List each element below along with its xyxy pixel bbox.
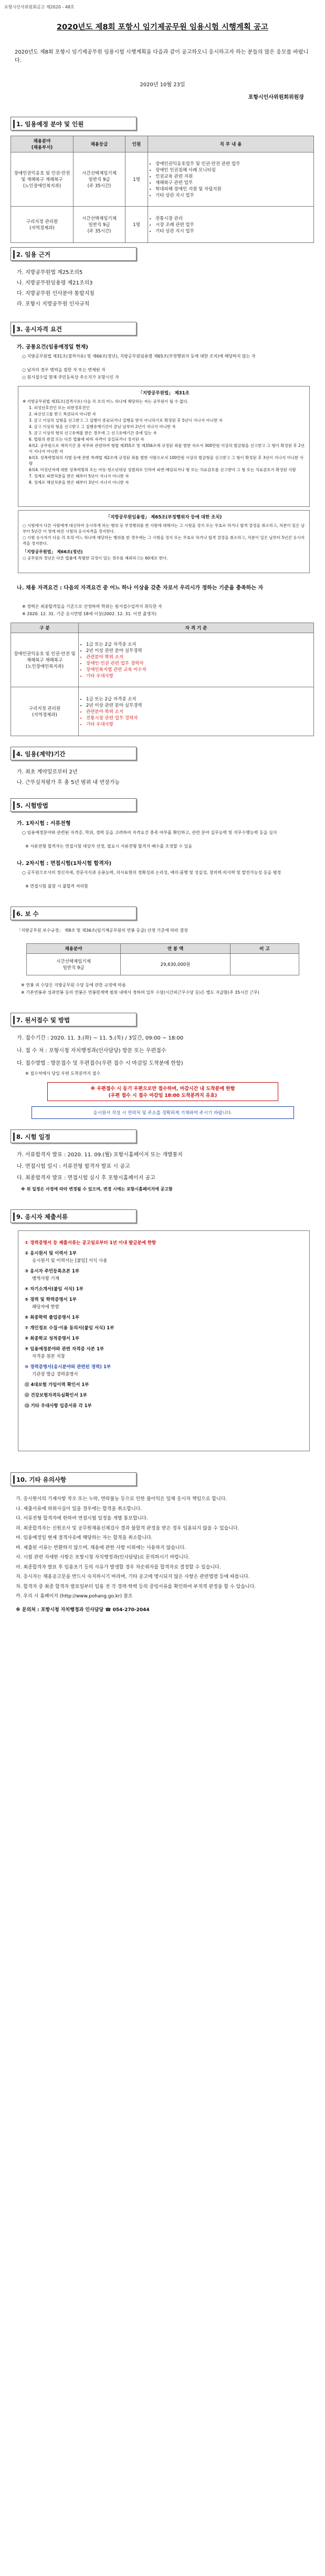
eligibility-note: ※ 2020. 12. 31. 기준 응시연령 18세 이상(2002. 12. 31. 이전 출생자) xyxy=(22,612,156,616)
document-item: ⑨ 임용예정분야와 관련 자격증 사본 1부 xyxy=(25,1347,104,1352)
exam-desc: ○ 임용예정분야와 관련된 자격증, 학위, 경력 등을 고려하여 자격요건 충족 여부를 확인하고, 관련 분야 실무능력 및 직무수행능력 등을 심사 xyxy=(22,830,277,835)
note-item: 라. 최종합격자는 신원조사 및 공무원채용신체검사 결과 불합격 판정을 받은 경우 임용되지 않을 수 있습니다. xyxy=(16,1525,239,1531)
contact-info: ※ 문의처 : 포항시청 자치행정과 인사담당 ☎ 054-270-2044 xyxy=(16,1607,150,1613)
application-office: 나. 접 수 처 : 포항시청 자치행정과(인사담당) 방문 또는 우편접수 xyxy=(17,1048,166,1054)
schedule-line: 나. 면접시험 일시 : 서류전형 합격자 발표 시 공고 xyxy=(17,1164,130,1169)
basis-line: 다. 지방공무원 인사분야 통합지침 xyxy=(17,291,95,297)
announcement-date: 2020년 10월 23일 xyxy=(140,82,185,88)
section-1-heading: 1. 임용예정 분야 및 인원 xyxy=(11,117,137,130)
col-header: 직 무 내 용 xyxy=(148,136,314,152)
disqualification-box: 「지방공무원법」 제31조 ※ 지방공무원법 제31조(결격사유) 다음 각 호의 어느 하나에 해당하는 자는 공무원이 될 수 없다. 1. 피성년후견인 또는 피한정후견인 2. 파산선고를 받고 복권되지 아니한 자 3. 금고 이상의 실형을 선고받고 그 집행이 종료되거나 집행을 받지 아니하기로 확정된 후 5년이 지나지 아니한 자 4. 금고 이상의 형을 선고받고 그 집행유예기간이 끝난 날부터 2년이 지나지 아니한 자 5. 금고 이상의 형의 선고유예를 받은 경우에 그 선고유예기간 중에 있는 자 6. 법원의 판결 또는 다른 법률에 따라 자격이 상실되거나 정지된 자 6의2. 공무원으로 재직기간 중 직무와 관련하여 형법 제355조 및 제356조에 규정된 죄를 범한 자로서 300만원 이상의 벌금형을 선고받고 그 형이 확정된 후 2년이 지나지 아니한 자 6의3. 성폭력범죄의 처벌 등에 관한 특례법 제2조에 규정된 죄를 범한 사람으로서 100만원 이상의 벌금형을 선고받고 그 형이 확정된 후 3년이 지나지 아니한 사람 6의4. 미성년자에 대한 성폭력범죄 또는 아동·청소년대상 성범죄로 인하여 파면·해임되거나 형 또는 치료감호를 선고받아 그 형 또는 치료감호가 확정된 사람 7. 징계로 파면처분을 받은 때부터 5년이 지나지 아니한 자 8. 징계로 해임처분을 받은 때부터 3년이 지나지 아니한 자 xyxy=(18,386,310,507)
document-item: ⑩ 경력증명서(응시분야와 관련된 경력) 1부 xyxy=(25,1365,111,1370)
section-6-heading: 6. 보 수 xyxy=(11,907,137,920)
term-line: 나. 근무실적평가 후 총 5년 범위 내 연장가능 xyxy=(17,780,120,786)
documents-box: ① 경력증명서 등 제출서류는 공고일로부터 1년 이내 발급분에 한함 ② 응시원서 및 이력서 1부 응시원서 및 이력서는 [붙임] 서식 사용 ③ 응시자 주민등록초본 1부 병역사항 기재 ④ 자기소개서(붙임 서식) 1부 ⑤ 경력 및 학력증명서 1부 해당자에 한함 ⑥ 최종학력 졸업증명서 1부 ⑦ 개인정보 수집·이용 동의서(붙임 서식) 1부 ⑧ 최종학교 성적증명서 1부 ⑨ 임용예정분야와 관련 자격증 사본 1부 자격증 원본 지참 ⑩ 경력증명서(응시분야와 관련된 경력) 1부 기관장 발급 경력증명서 ⑪ 4대보험 가입이력 확인서 1부 ⑫ 건강보험자격득실확인서 1부 ⑬ 기타 우대사항 입증서류 각 1부 xyxy=(18,1230,310,1451)
eligibility-requirements: 나. 채용 자격요건 : 다음의 자격요건 중 어느 하나 이상을 갖춘 자로서 우리시가 정하는 기준을 충족하는 자 xyxy=(17,585,264,591)
document-item: ⑬ 기타 우대사항 입증서류 각 1부 xyxy=(25,1403,92,1409)
note-item: 나. 제출서류에 허위사실이 있을 경우에는 합격을 취소합니다. xyxy=(16,1506,142,1512)
note-item: 마. 임용예정일 현재 결격사유에 해당하는 자는 합격을 취소합니다. xyxy=(16,1535,153,1541)
exam-stage-2: 나. 2차시험 : 면접시험(1차시험 합격자) xyxy=(17,861,112,867)
requirement-line: ○ 원서접수일 현재 주민등록상 주소지가 포항시인 자 xyxy=(22,375,119,380)
requirement-line: ○ 남자의 경우 병역을 필한 자 또는 면제된 자 xyxy=(22,368,106,372)
basis-line: 가. 지방공무원법 제25조의5 xyxy=(17,270,83,276)
section-10-heading: 10. 기타 유의사항 xyxy=(11,1472,137,1486)
section-7-heading: 7. 원서접수 및 방법 xyxy=(11,1013,137,1026)
col-header: 연 봉 액 xyxy=(121,944,230,954)
document-item: ⑧ 최종학교 성적증명서 1부 xyxy=(25,1336,80,1341)
table-row: 장애인권익옹호 및 인권·안전 및 재해복구 재해복구 (노인장애인복지과) • 1급 또는 2급 자격증 소지 • 2년 이상 관련 분야 실무경력 • 관련분야 학위 소지 • 장애인·인권 관련 업무 경력자 • 장애인복지법 관련 교육 이수자 • 기타 우대사항 xyxy=(11,633,314,687)
section-2-heading: 2. 임용 근거 xyxy=(11,247,137,261)
basis-line: 나. 지방공무원임용령 제21조의3 xyxy=(17,280,93,286)
table-row: 장애인권익옹호 및 인권·안전 및 재해복구 재해복구 (노인장애인복지과) 시간선택제임기제 일반직 9급 (주 35시간) 1명 • 장애인권익옹호업무 및 인권·안전 관련 업무 • 장애인 인권침해 사례 모니터링 • 인권교육 관련 지원 • 재해복구 관련 업무 • 학대피해 장애인 지원 및 자립지원 • 기타 상관 지시 업무 xyxy=(11,152,314,207)
col-header: 자 격 기 준 xyxy=(79,623,314,633)
document-item: ③ 응시자 주민등록초본 1부 xyxy=(25,1269,80,1274)
section-4-heading: 4. 임용(계약)기간 xyxy=(11,747,137,760)
schedule-line: 가. 서류합격자 발표 : 2020. 11. 09.(월) 포항시홈페이지 또는 개별통지 xyxy=(17,1152,183,1158)
intro-text: 2020년도 제8회 포항시 임기제공무원 임용시험 시행계획을 다음과 같이 공고하오니 응시하고자 하는 분들의 많은 응모를 바랍니다. xyxy=(15,49,309,64)
schedule-line: 다. 최종합격자 발표 : 면접시험 실시 후 포항시홈페이지 공고 xyxy=(17,1175,155,1181)
positions-table xyxy=(11,136,314,243)
exam-desc: ○ 공무원으로서의 정신자세, 전문지식과 응용능력, 의사표현의 정확성과 논리성, 예의·품행 및 성실성, 창의력·의지력 및 발전가능성 등을 평정 xyxy=(22,870,281,875)
requirement-line: ○ 지방공무원법 제31조(결격사유) 및 제66조(정년), 지방공무원임용령 제65조(부정행위자 등에 대한 조치)에 해당하지 않는 자 xyxy=(22,354,256,359)
section-5-heading: 5. 시험방법 xyxy=(11,798,137,812)
document-item: ④ 자기소개서(붙임 서식) 1부 xyxy=(25,1287,83,1292)
table-row: 구리지정 관리원 (지역경제과) • 1급 또는 2급 자격증 소지 • 2년 이상 관련 분야 실무경력 • 관련분야 학위 소지 • 전통시장 관련 업무 경력자 • 기타 우대사항 xyxy=(11,687,314,736)
eligibility-note: ※ 경력은 최종합격일을 기준으로 산정하며 학위는 원서접수일까지 취득한 자 xyxy=(22,604,162,609)
col-header: 채용분야 xyxy=(27,944,121,954)
exam-note: ※ 면접시험 불참 시 불합격 처리함 xyxy=(25,884,88,889)
application-method: 다. 접수방법 : 방문접수 및 우편접수(우편 접수 시 마감일 도착분에 한함) xyxy=(17,1061,183,1066)
qualification-table xyxy=(11,623,314,736)
col-header: 채용분야 (채용부서) xyxy=(11,136,74,152)
exam-note: ※ 서류전형 합격자는 면접시험 대상자 선정, 필요시 서류전형 합격자 배수를 조정할 수 있음 xyxy=(25,844,192,849)
notes-list xyxy=(16,1495,313,1616)
note-item: 차. 합격자 중 최종 합격자 발표일부터 임용 전 각 경력·학력 등의 증빙서류를 확인하여 부적격 판정을 할 수 있습니다. xyxy=(16,1584,256,1590)
note-item: 바. 제출된 서류는 반환하지 않으며, 채용에 관한 사항 이외에는 사용하지 않습니다. xyxy=(16,1545,186,1551)
document-item: ⑫ 건강보험자격득실확인서 1부 xyxy=(25,1393,87,1398)
salary-desc: 「지방공무원 보수규정」 제8조 및 제36조(임기제공무원의 연봉 등급) 산정 기준에 따라 결정 xyxy=(17,928,188,933)
issuing-org: 포항시인사위원회위원장 xyxy=(248,95,304,100)
announcement-number: 포항시인사위원회공고 제2020 - 48호 xyxy=(4,5,75,9)
misconduct-box: 「지방공무원임용령」 제65조(부정행위자 등에 대한 조치) ○ 시험에서 다른 사람에게 대신하여 응시하게 하는 행위 등 부정행위를 한 사람에 대해서는 그 시험을 정지 또는 무효로 하거나 합격 결정을 취소하고, 처분이 있은 날부터 5년간 이 영에 따른 시험의 응시자격을 정지한다. ○ 시험 응시자가 다음 각 호의 어느 하나에 해당하는 행위를 한 경우에는 그 시험을 정지 또는 무효로 하거나 합격 결정을 취소하고, 처분이 있은 날부터 5년간 응시자격을 정지한다. 「지방공무원법」 제66조(정년) ○ 공무원의 정년은 다른 법률에 특별한 규정이 있는 경우를 제외하고는 60세로 한다. xyxy=(18,510,310,573)
document-item: ⑥ 최종학력 졸업증명서 1부 xyxy=(25,1315,80,1320)
table-row: 시간선택제임기제 일반직 9급 29,630,000원 xyxy=(27,954,299,975)
document-item: ⑪ 4대보험 가입이력 확인서 1부 xyxy=(25,1382,89,1388)
application-note: ※ 접수처에서 당일 우편 도착분까지 접수 xyxy=(25,1071,101,1076)
col-header: 비 고 xyxy=(230,944,299,954)
col-header: 구 분 xyxy=(11,623,79,633)
table-row: 구리지정 관리원 (지역경제과) 시간선택제임기제 일반직 9급 (주 35시간) 1명 • 전통시장 관리 • 시장 조례 관련 업무 • 기타 상관 지시 업무 xyxy=(11,207,314,243)
mail-notice: ※ 우편접수 시 등기 우편으로만 접수하며, 마감시간 내 도착분에 한함 (우편 접수 시 접수 마감일 18:00 도착분까지 유효) xyxy=(47,1082,278,1101)
note-item: 아. 최종합격자 발표 후 임용포기 등의 사유가 발생할 경우 차순위자를 합격자로 결정할 수 있습니다. xyxy=(16,1564,221,1570)
common-requirements: 가. 공통요건(임용예정일 현재) xyxy=(17,344,88,350)
col-header: 채용등급 xyxy=(74,136,125,152)
schedule-note: ※ 위 일정은 사정에 따라 변경될 수 있으며, 변경 시에는 포항시홈페이지에 공고함 xyxy=(21,1187,173,1192)
document-item: ⑤ 경력 및 학력증명서 1부 xyxy=(25,1297,77,1302)
contact-notice: 응시원서 작성 시 연락처 및 주소를 정확하게 기재하여 주시기 바랍니다. xyxy=(32,1106,294,1119)
note-item: 사. 시험 관련 자세한 사항은 포항시청 자치행정과(인사담당)로 문의하시기 바랍니다. xyxy=(16,1555,190,1560)
note-item: 자. 응시자는 채용공고문을 반드시 숙지하시기 바라며, 기타 공고에 명시되지 않은 사항은 관련법령 등에 따릅니다. xyxy=(16,1574,250,1580)
salary-note: ※ 연봉 외 수당은 지방공무원 수당 등에 관한 규정에 따름 xyxy=(21,983,126,987)
section-9-heading: 9. 응시자 제출서류 xyxy=(11,1209,137,1223)
document-item: ① 경력증명서 등 제출서류는 공고일로부터 1년 이내 발급분에 한함 xyxy=(25,1240,156,1246)
term-line: 가. 최초 계약일로부터 2년 xyxy=(17,769,78,775)
page-title: 2020년도 제8회 포항시 임기제공무원 임용시험 시행계획 공고 xyxy=(57,23,268,32)
exam-stage-1: 가. 1차시험 : 서류전형 xyxy=(17,821,71,827)
salary-note: ※ 기본연봉과 성과연봉 등의 연봉은 연봉한계액 범위 내에서 정하며 일부 수당(시간외근무수당 등)은 별도 지급함(주 35시간 근무) xyxy=(21,990,259,995)
document-item: ⑦ 개인정보 수집·이용 동의서(붙임 서식) 1부 xyxy=(25,1326,114,1331)
document-item: ② 응시원서 및 이력서 1부 xyxy=(25,1251,77,1256)
note-item: 다. 서류전형 합격자에 한하여 면접시험 일정을 개별 통보합니다. xyxy=(16,1516,148,1521)
application-period: 가. 접수기간 : 2020. 11. 3.(화) ~ 11. 5.(목) / 3일간, 09:00 ~ 18:00 xyxy=(17,1035,184,1041)
salary-table xyxy=(26,943,299,975)
note-item: 카. 우리 시 홈페이지 (http://www.pohang.go.kr) 참조 xyxy=(16,1594,133,1599)
basis-line: 라. 포항시 지방공무원 인사규칙 xyxy=(17,301,90,307)
section-3-heading: 3. 응시자격 요건 xyxy=(11,322,137,335)
note-item: 가. 응시원서의 기재사항 착오 또는 누락, 연락불능 등으로 인한 불이익은 일체 응시자 책임으로 합니다. xyxy=(16,1496,227,1502)
section-8-heading: 8. 시험 일정 xyxy=(11,1129,137,1143)
col-header: 인원 xyxy=(125,136,148,152)
